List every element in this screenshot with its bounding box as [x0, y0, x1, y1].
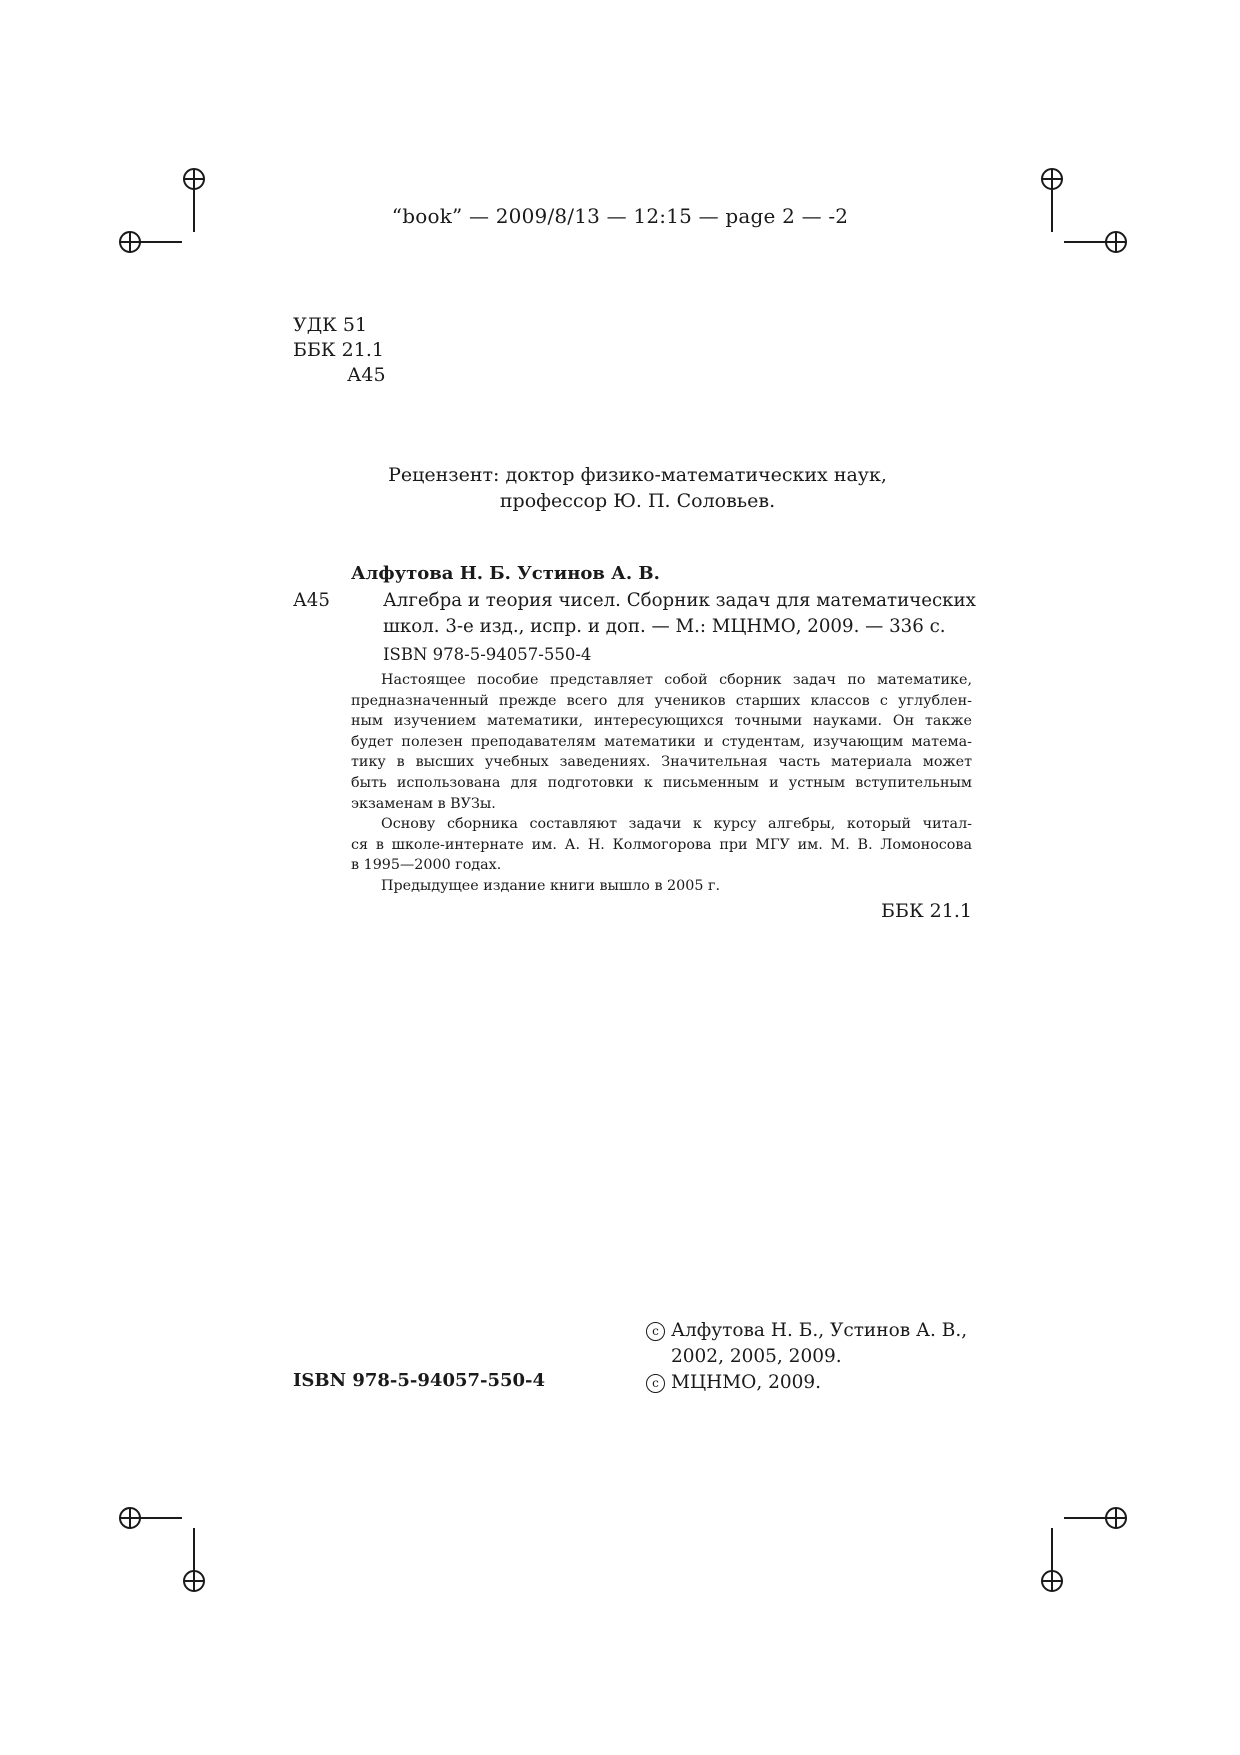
isbn-bottom: ISBN 978-5-94057-550-4	[293, 1370, 546, 1391]
annotation-p1-line: Настоящее пособие представляет собой сборник задач по математике,	[381, 672, 972, 688]
annotation-p1-line: будет полезен преподавателям математики и студентам, изучающим матема-	[351, 733, 972, 750]
copyright-line-3: c МЦНМО, 2009.	[646, 1370, 967, 1396]
copyright-line-1: c Алфутова Н. Б., Устинов А. В.,	[646, 1318, 967, 1344]
annotation-p1-line: быть использована для подготовки к письменным и устным вступительным	[351, 774, 972, 791]
udk-code: УДК 51	[293, 314, 368, 336]
annotation-p2-line: Основу сборника составляют задачи к курсу алгебры, который читал-	[381, 816, 972, 833]
bib-authors: Алфутова Н. Б. Устинов А. В.	[351, 563, 660, 584]
bib-title-line-1: Алгебра и теория чисел. Сборник задач для математических	[383, 590, 976, 611]
bbk-right: ББК 21.1	[881, 900, 972, 922]
author-mark: А45	[347, 364, 386, 386]
bib-mark: А45	[293, 590, 330, 611]
annotation-p2-line: в 1995—2000 годах.	[351, 857, 502, 874]
annotation	[351, 670, 972, 897]
annotation-p2-line: ся в школе-интернате им. А. Н. Колмогорова при МГУ им. М. В. Ломоносова	[351, 836, 972, 853]
annotation-paragraph-3	[351, 876, 972, 897]
copyright-icon: c	[646, 1374, 665, 1393]
copyright-block	[646, 1318, 967, 1396]
annotation-p1-line: экзаменам в ВУЗы.	[351, 795, 496, 812]
page-header: “book” — 2009/8/13 — 12:15 — page 2 — -2	[391, 204, 849, 228]
copyright-line-2: 2002, 2005, 2009.	[671, 1346, 842, 1367]
crop-mark-bottom-right-icon	[1042, 1508, 1126, 1591]
annotation-p3-line: Предыдущее издание книги вышло в 2005 г.	[381, 877, 721, 894]
reviewer-line-2: профессор Ю. П. Соловьев.	[499, 490, 776, 512]
annotation-p1-line: тику в высших учебных заведениях. Значительная часть материала может	[351, 754, 972, 771]
bib-title	[383, 588, 976, 640]
annotation-paragraph-1	[351, 670, 972, 691]
copyright-icon: c	[646, 1322, 665, 1341]
annotation-paragraph-2	[351, 814, 972, 835]
annotation-p1-line: ным изучением математики, интересующихся точными науками. Он также	[351, 713, 972, 730]
bib-title-line-2: школ. 3-е изд., испр. и доп. — М.: МЦНМО, 2009. — 336 с.	[383, 616, 946, 637]
crop-mark-bottom-left-icon	[120, 1508, 204, 1591]
bbk-code: ББК 21.1	[293, 339, 384, 361]
annotation-p1-line: предназначенный прежде всего для учеников старших классов с углублен-	[351, 692, 972, 709]
reviewer-line-1: Рецензент: доктор физико-математических наук,	[388, 464, 887, 486]
bib-isbn: ISBN 978-5-94057-550-4	[383, 645, 592, 664]
